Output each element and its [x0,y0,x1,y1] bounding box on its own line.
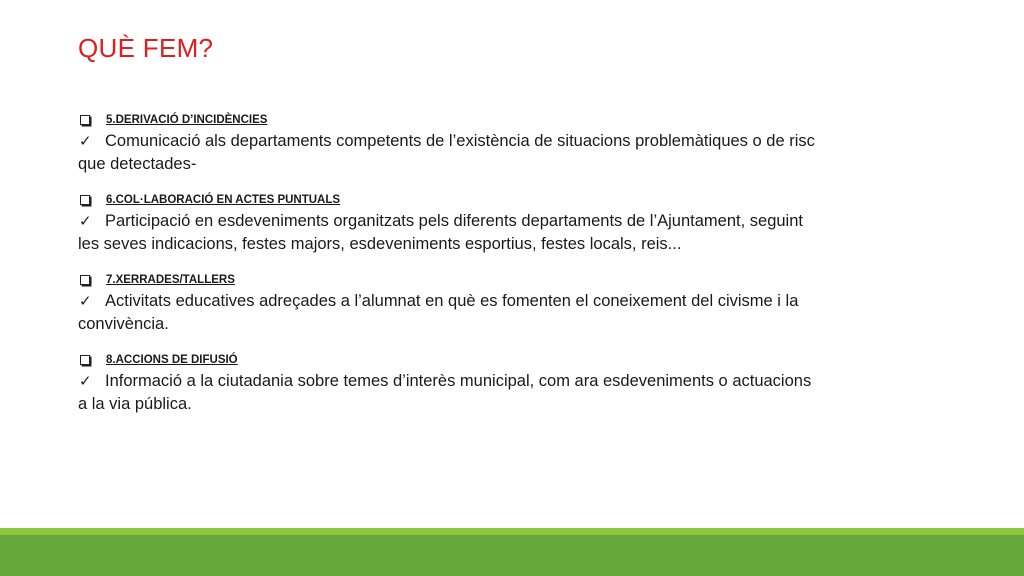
footer-accent-bar [0,528,1024,535]
section-heading [78,271,818,289]
section-heading [78,351,818,369]
section-derivacio [78,111,818,176]
section-body-text: Informació a la ciutadania sobre temes d’interès municipal, com ara esdeveniments o actuacions a la via pública. [78,372,812,413]
section-heading-text: 5.DERIVACIÓ D’INCIDÈNCIES [106,114,268,126]
checkmark-icon: ✓ [79,132,92,150]
checkbox-square-icon [80,275,90,285]
section-body-text: Comunicació als departaments competents de l’existència de situacions problemàtiques o de risc que detectades- [78,132,815,173]
checkmark-icon: ✓ [79,212,92,230]
section-body-text: Participació en esdeveniments organitzats pels diferents departaments de l’Ajuntament, seguint les seves indicacions, festes majors, esdeveniments esportius, festes locals, reis... [78,212,803,253]
section-body [78,210,818,256]
checkmark-icon: ✓ [79,292,92,310]
section-body [78,290,818,336]
section-difusio [78,351,818,416]
checkbox-square-icon [80,195,90,205]
checkbox-square-icon [80,355,90,365]
section-heading [78,111,818,129]
section-body [78,370,818,416]
section-xerrades [78,271,818,336]
footer-bar [0,535,1024,576]
section-col-laboracio [78,191,818,256]
checkbox-square-icon [80,115,90,125]
section-body [78,130,818,176]
section-heading [78,191,818,209]
section-heading-text: 8.ACCIONS DE DIFUSIÓ [106,354,238,366]
page-title: QUÈ FEM? [78,33,214,63]
section-heading-text: 7.XERRADES/TALLERS [106,274,235,286]
section-heading-text: 6.COL·LABORACIÓ EN ACTES PUNTUALS [106,194,341,206]
checkmark-icon: ✓ [79,372,92,390]
section-body-text: Activitats educatives adreçades a l’alumnat en què es fomenten el coneixement del civisme i la convivència. [78,292,799,333]
content-list [78,111,818,431]
